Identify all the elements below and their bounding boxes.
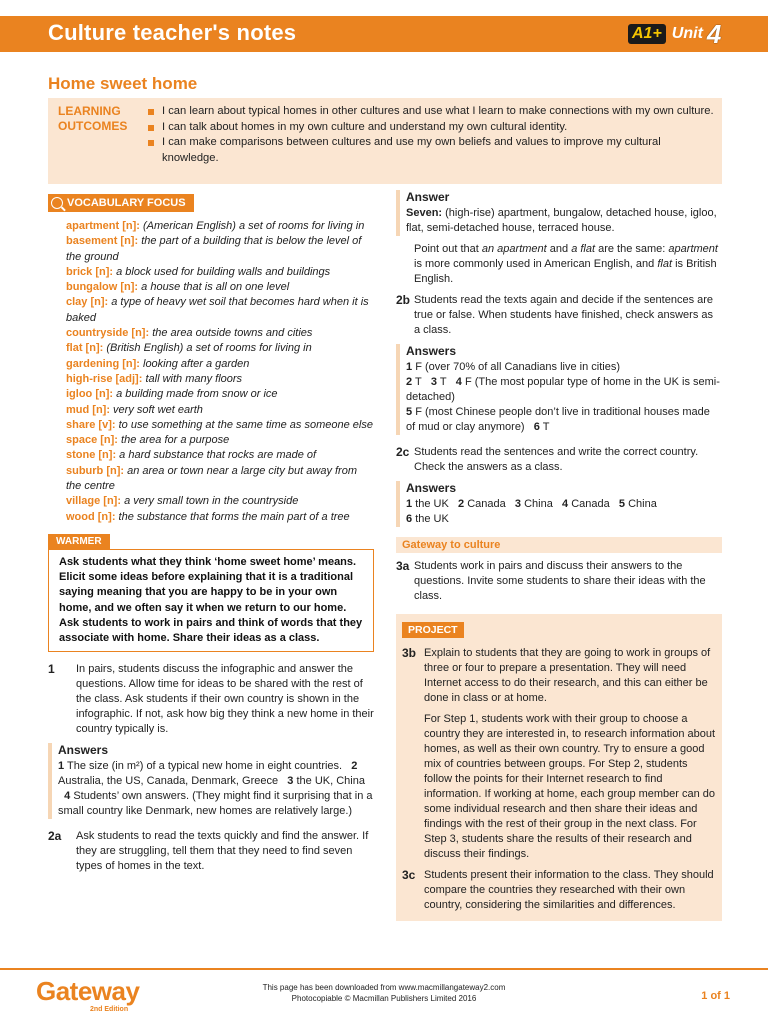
answer-number: 4 [64,790,71,803]
answer-number: 6 [533,421,540,433]
vocab-term: clay [n]: [66,296,109,309]
answer-number: 2 [406,376,413,388]
question-number: 3b [402,646,417,660]
question-3a [396,559,722,604]
answer-line [406,405,722,435]
answers-heading: Answers [406,481,457,495]
vocab-term: gardening [n]: [66,357,140,370]
learning-outcome-item: I can talk about homes in my own culture and understand my own cultural identity. [148,120,714,136]
note-emphasis: an apartment [481,243,547,255]
vocab-item [66,357,374,372]
question-number: 3c [402,868,416,882]
answer-body [406,206,722,236]
vocab-item [66,448,374,463]
question-2a [48,829,374,874]
vocab-term: countryside [n]: [66,327,150,340]
project-heading: PROJECT [402,622,464,638]
vocab-def: to use something at the same time as someone else [118,418,373,431]
vocab-term: village [n]: [66,495,122,508]
question-number: 2c [396,445,410,459]
answer-text: T [439,376,447,388]
vocab-term: stone [n]: [66,449,117,462]
answer-text: Canada [467,498,506,510]
vocab-term: share [v]: [66,418,116,431]
page-title: Home sweet home [48,74,198,93]
warmer-heading: WARMER [48,534,110,549]
question-2b [396,293,722,338]
vocab-term: mud [n]: [66,403,110,416]
answer-number: 2 [351,760,358,773]
answer-line [406,360,722,375]
answer-number: 2 [458,498,465,510]
question-2b-text: Students read the texts again and decide if the sentences are true or false. When students have finished, check answers as a class. [414,294,714,336]
vocab-item [66,341,374,356]
question-1 [48,662,374,737]
vocab-item [66,433,374,448]
footer-rule [0,968,768,970]
copyright-notice: Photocopiable © Macmillan Publishers Limited 2016 [291,994,477,1003]
answer-number: 1 [58,760,65,773]
vocab-item [66,234,374,265]
answers-body [406,497,722,527]
gateway-logo: Gateway [36,976,140,1006]
vocab-def: the substance that forms the main part of a tree [118,510,350,523]
vocab-term: high-rise [adj]: [66,372,143,385]
note-text: is more commonly used in American English, and [414,258,658,270]
answer-line [406,375,722,405]
answer-lead: Seven: [406,207,443,219]
question-number: 1 [48,662,55,677]
answer-text: the UK [415,513,449,525]
vocab-term: bungalow [n]: [66,281,139,294]
vocab-term: brick [n]: [66,265,114,278]
answer-number: 5 [406,406,413,418]
vocabulary-focus-heading [48,194,194,212]
note-emphasis: apartment [668,243,718,255]
question-1-answers [48,743,374,819]
answer-text: (high-rise) apartment, bungalow, detached house, igloo, flat, semi-detached house, terraced house. [406,207,717,234]
unit-badge [628,18,722,49]
vocab-def: a block used for building walls and buildings [116,265,331,278]
project-box [396,614,722,921]
vocab-def: the area outside towns and cities [152,327,313,340]
vocab-def: (British English) a set of rooms for living in [106,342,312,355]
question-2a-note [396,242,722,287]
question-3b-paragraph: For Step 1, students work with their group to choose a country they are interested in, to research information about homes, as well as their own country. Try to ensure a good mix of countries between groups. For Step 2, students follow the points for their Internet research to find information. If working at home, each group member can do some individual research and then share their ideas and findings with the rest of their group in the next class. For Step 3, students share the results of their research and discuss their findings. [424,713,716,860]
vocab-item [66,494,374,509]
answer-note: (They might find it surprising that in a small country like Denmark, new homes are relatively large.) [58,790,373,818]
level-badge: A1+ [628,24,666,44]
answer-number: 5 [618,498,626,510]
page-number: 1 of 1 [701,990,730,1002]
magnifier-icon [51,197,63,209]
answer-text: China [628,498,657,510]
answer-text: F (most Chinese people don’t live in traditional houses made of mud or clay anymore) [406,406,710,433]
page-footer [0,968,768,1024]
question-1-text: In pairs, students discuss the infographic and answer the questions. Allow time for ideas to be shared with the rest of the class. Ask students if their own country is shown in the infographic. If not, ask how big they think a new home in their country typically is. [76,663,374,736]
header-title: Culture teacher's notes [48,20,297,45]
vocab-item [66,265,374,280]
vocab-item [66,418,374,433]
answers-body [406,360,722,435]
footer-text [0,982,768,1004]
vocab-def: a type of heavy wet soil that becomes hard when it is baked [66,296,369,324]
vocab-item [66,280,374,295]
note-text: and [546,243,572,255]
vocab-term: space [n]: [66,434,118,447]
unit-label: Unit [671,25,703,42]
question-3b-paragraph: Explain to students that they are going to work in groups of three or four to prepare a presentation. They will need Internet access to do their research, and this can either be done in class or at home. [424,647,711,704]
vocab-item [66,326,374,341]
note-text: Point out that [414,243,482,255]
warmer-box: Ask students what they think ‘home sweet home’ means. Elicit some ideas before explaining that it is a traditional saying meaning that you are happy to be in your own home, and we often say it when we return to our home. Ask students to work in pairs and think of words that they associate with home. Share their ideas as a class. [48,549,374,652]
question-2c-answers [396,481,722,527]
left-column [48,194,374,874]
vocab-item [66,387,374,402]
answer-number: 1 [406,361,413,373]
vocabulary-list [66,219,374,525]
vocab-def: (American English) a set of rooms for living in [143,220,365,232]
note-emphasis: flat [657,258,673,270]
question-2c [396,445,722,475]
vocab-def: tall with many floors [145,372,243,385]
answer-text: F (over 70% of all Canadians live in cities) [415,361,620,373]
vocab-def: a building made from snow or ice [116,388,278,401]
answer-text: T [542,421,550,433]
answers-heading: Answers [406,344,457,358]
vocab-term: wood [n]: [66,510,116,523]
vocab-term: basement [n]: [66,235,139,248]
question-number: 2b [396,293,411,307]
learning-outcomes-label [58,104,138,134]
answer-text: T [414,376,422,388]
learning-outcomes-list [148,104,714,166]
note-text: is British English. [414,258,717,285]
vocab-def: very soft wet earth [113,403,203,416]
unit-number: 4 [706,18,722,49]
answer-number: 3 [514,498,522,510]
answer-text: Canada [571,498,610,510]
right-column [396,190,722,921]
vocab-def: a house that is all on one level [141,281,290,294]
question-number: 3a [396,559,410,573]
question-2c-text: Students read the sentences and write the correct country. Check the answers as a class. [414,446,699,473]
vocab-term: flat [n]: [66,342,104,355]
vocab-def: a hard substance that rocks are made of [119,449,317,462]
question-3b [402,646,716,862]
answer-text: the UK, China [296,775,365,788]
answer-heading: Answer [406,190,450,204]
vocab-term: apartment [n]: [66,220,140,232]
answer-number: 4 [455,376,462,388]
vocab-item [66,295,374,326]
page-header [0,0,768,56]
edition-label: 2nd Edition [90,1006,129,1013]
answers-heading: Answers [58,743,109,758]
vocab-item [66,219,374,234]
answer-text: The size (in m²) of a typical new home in eight countries. [66,760,343,773]
vocab-item [66,464,374,495]
vocab-item [66,372,374,387]
question-3c [402,868,716,913]
answer-text: Students’ own answers. [73,790,190,803]
answer-text: F (The most popular type of home in the UK is semi-detached) [406,376,720,403]
gateway-to-culture-heading: Gateway to culture [396,537,722,553]
question-3c-text: Students present their information to the class. They should compare the countries they researched with their own country, considering the similarities and differences. [424,869,714,911]
vocab-term: igloo [n]: [66,388,114,401]
vocab-def: the part of a building that is below the level of the ground [66,235,362,263]
vocab-item [66,510,374,525]
question-2a-text: Ask students to read the texts quickly and find the answer. If they are struggling, tell them that they need to find seven types of homes in the text. [76,830,369,873]
vocab-def: an area or town near a large city but away from the centre [66,464,358,493]
learning-outcomes-box [48,98,722,184]
answer-number: 3 [287,775,294,788]
note-text: are the same: [595,243,669,255]
learning-outcomes-label-text: LEARNING OUTCOMES [58,104,128,133]
vocab-term: suburb [n]: [66,464,125,477]
learning-outcome-item: I can learn about typical homes in other cultures and use what I learn to make connections with my own culture. [148,104,714,120]
question-2a-answer [396,190,722,236]
answer-text: China [524,498,553,510]
vocab-item [66,403,374,418]
vocab-def: looking after a garden [143,357,250,370]
answers-body [58,759,374,819]
note-emphasis: a flat [571,243,596,255]
answer-number: 4 [562,498,569,510]
answer-number: 1 [406,498,413,510]
vocab-def: the area for a purpose [121,434,230,447]
answer-text: the UK [415,498,449,510]
vocabulary-heading-text: VOCABULARY FOCUS [67,197,186,209]
question-3a-text: Students work in pairs and discuss their answers to the questions. Invite some students to share their ideas with the class. [414,560,706,602]
question-2b-answers [396,344,722,435]
question-number: 2a [48,829,62,844]
download-notice: This page has been downloaded from www.macmillangateway2.com [262,983,506,992]
vocab-def: a very small town in the countryside [124,495,299,508]
answer-text: Australia, the US, Canada, Denmark, Greece [58,775,279,788]
learning-outcome-item: I can make comparisons between cultures and use my own beliefs and values to improve my cultural knowledge. [148,135,714,166]
answer-number: 6 [406,513,413,525]
answer-number: 3 [430,376,438,388]
